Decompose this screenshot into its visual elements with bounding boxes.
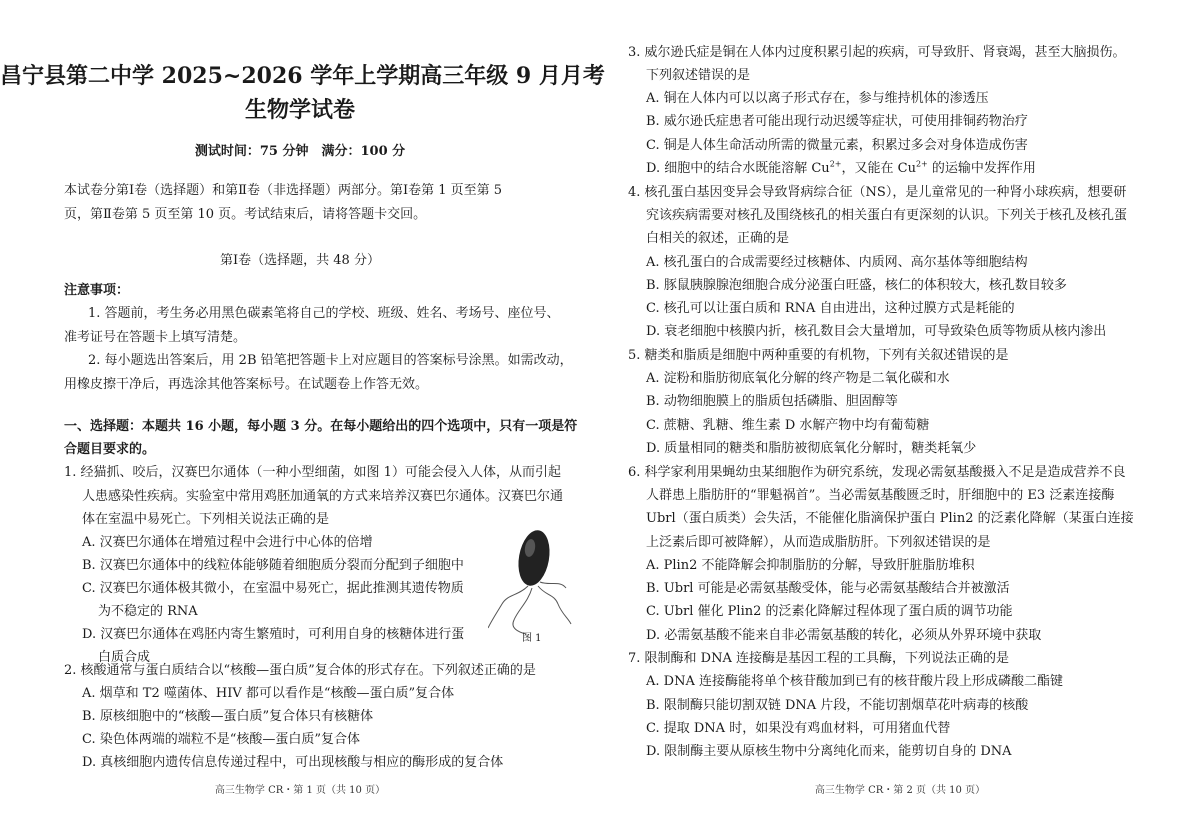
superscript: 2+ — [829, 159, 842, 169]
question-6-stem: 人群患上脂肪肝的“罪魁祸首”。当必需氨基酸匮乏时，肝细胞中的 E3 泛素连接酶 — [646, 488, 1115, 503]
question-1-stem: 1. 经猫抓、咬后，汉赛巴尔通体（一种小型细菌，如图 1）可能会侵入人体，从而引起 — [64, 465, 561, 480]
right-page — [600, 0, 1200, 826]
notice-heading: 注意事项： — [64, 283, 130, 298]
question-6-option-c: C. Ubrl 催化 Plin2 的泛素化降解过程体现了蛋白质的调节功能 — [646, 604, 1013, 619]
question-6-stem: 上泛素后即可被降解），从而造成脂肪肝。下列叙述错误的是 — [646, 535, 991, 550]
question-1-stem: 体在室温中易死亡。下列相关说法正确的是 — [82, 512, 330, 527]
question-5-option-c: C. 蔗糖、乳糖、维生素 D 水解产物中均有葡萄糖 — [646, 418, 930, 433]
question-7-option-d: D. 限制酶主要从原核生物中分离纯化而来，能剪切自身的 DNA — [646, 744, 1012, 759]
notice-line: 准考证号在答题卡上填写清楚。 — [64, 330, 247, 345]
question-6-stem: 6. 科学家利用果蝇幼虫某细胞作为研究系统，发现必需氨基酸摄入不足是造成营养不良 — [628, 465, 1126, 480]
question-6-option-d: D. 必需氨基酸不能来自非必需氨基酸的转化，必须从外界环境中获取 — [646, 628, 1042, 643]
part-one-heading: 第Ⅰ卷（选择题，共 48 分） — [220, 253, 380, 268]
notice-line: 2. 每小题选出答案后，用 2B 铅笔把答题卡上对应题目的答案标号涂黑。如需改动， — [88, 353, 573, 368]
option-text: 的运输中发挥作用 — [927, 161, 1036, 176]
question-5-option-a: A. 淀粉和脂肪彻底氧化分解的终产物是二氧化碳和水 — [646, 371, 950, 386]
question-2-option-a: A. 烟草和 T2 噬菌体、HIV 都可以看作是“核酸—蛋白质”复合体 — [82, 686, 455, 701]
question-6-option-a: A. Plin2 不能降解会抑制脂肪的分解，导致肝脏脂肪堆积 — [646, 558, 975, 573]
question-3-option-d — [646, 160, 1036, 178]
question-4-option-b: B. 豚鼠胰腺腺泡细胞合成分泌蛋白旺盛，核仁的体积较大，核孔数目较多 — [646, 278, 1067, 293]
question-4-option-d: D. 衰老细胞中核膜内折，核孔数目会大量增加，可导致染色质等物质从核内渗出 — [646, 324, 1107, 339]
question-7-stem: 7. 限制酶和 DNA 连接酶是基因工程的工具酶，下列说法正确的是 — [628, 651, 1009, 666]
section-heading: 合题目要求的。 — [64, 442, 156, 457]
question-4-stem: 4. 核孔蛋白基因变异会导致肾病综合征（NS），是儿童常见的一种肾小球疾病，想要研 — [628, 185, 1127, 200]
question-1-option-c: C. 汉赛巴尔通体极其微小，在室温中易死亡，据此推测其遗传物质 — [82, 581, 464, 596]
question-1-option-d: 白质合成 — [98, 650, 151, 665]
question-5-stem: 5. 糖类和脂质是细胞中两种重要的有机物，下列有关叙述错误的是 — [628, 348, 1009, 363]
superscript: 2+ — [915, 159, 928, 169]
question-1-option-a: A. 汉赛巴尔通体在增殖过程中会进行中心体的倍增 — [82, 535, 373, 550]
question-4-stem: 白相关的叙述，正确的是 — [646, 231, 790, 246]
question-3-option-c: C. 铜是人体生命活动所需的微量元素，积累过多会对身体造成伤害 — [646, 138, 1028, 153]
question-4-stem: 究该疾病需要对核孔及围绕核孔的相关蛋白有更深刻的认识。下列关于核孔及核孔蛋 — [646, 208, 1128, 223]
notice-line: 用橡皮擦干净后，再选涂其他答案标号。在试题卷上作答无效。 — [64, 377, 429, 392]
question-2-option-d: D. 真核细胞内遗传信息传递过程中，可出现核酸与相应的酶形成的复合体 — [82, 755, 504, 770]
question-5-option-d: D. 质量相同的糖类和脂肪被彻底氧化分解时，糖类耗氧少 — [646, 441, 977, 456]
question-1-option-c: 为不稳定的 RNA — [98, 604, 198, 619]
question-7-option-a: A. DNA 连接酶能将单个核苷酸加到已有的核苷酸片段上形成磷酸二酯键 — [646, 674, 1063, 689]
figure-caption: 图 1 — [522, 633, 542, 644]
question-6-option-b: B. Ubrl 可能是必需氨基酸受体，能与必需氨基酸结合并被激活 — [646, 581, 1010, 596]
intro-line: 页，第Ⅱ卷第 5 页至第 10 页。考试结束后，请将答题卡交回。 — [64, 207, 427, 222]
question-2-stem: 2. 核酸通常与蛋白质结合以“核酸—蛋白质”复合体的形式存在。下列叙述正确的是 — [64, 663, 536, 678]
question-1-option-d: D. 汉赛巴尔通体在鸡胚内寄生繁殖时，可利用自身的核糖体进行蛋 — [82, 627, 465, 642]
question-6-stem: Ubrl（蛋白质类）会失活，不能催化脂滴保护蛋白 Plin2 的泛素化降解（某蛋白连接 — [646, 511, 1134, 526]
bacterium-figure — [488, 524, 572, 636]
intro-line: 本试卷分第Ⅰ卷（选择题）和第Ⅱ卷（非选择题）两部分。第Ⅰ卷第 1 页至第 5 — [64, 183, 503, 198]
time-score-line: 测试时间：75 分钟 满分：100 分 — [194, 144, 406, 159]
section-heading: 一、选择题：本题共 16 小题，每小题 3 分。在每小题给出的四个选项中，只有一项是符 — [64, 419, 578, 434]
exam-subtitle: 生物学试卷 — [244, 97, 355, 123]
question-3-option-a: A. 铜在人体内可以以离子形式存在，参与维持机体的渗透压 — [646, 91, 989, 106]
question-7-option-b: B. 限制酶只能切割双链 DNA 片段，不能切割烟草花叶病毒的核酸 — [646, 698, 1029, 713]
question-2-option-c: C. 染色体两端的端粒不是“核酸—蛋白质”复合体 — [82, 732, 361, 747]
question-7-option-c: C. 提取 DNA 时，如果没有鸡血材料，可用猪血代替 — [646, 721, 951, 736]
option-text: D. 细胞中的结合水既能溶解 Cu — [646, 161, 830, 176]
question-4-option-c: C. 核孔可以让蛋白质和 RNA 自由进出，这种过膜方式是耗能的 — [646, 301, 1015, 316]
question-1-stem: 人患感染性疾病。实验室中常用鸡胚加通氧的方式来培养汉赛巴尔通体。汉赛巴尔通 — [82, 489, 564, 504]
question-3-stem: 3. 威尔逊氏症是铜在人体内过度积累引起的疾病，可导致肝、肾衰竭，甚至大脑损伤。 — [628, 45, 1126, 60]
page-footer: 高三生物学 CR・第 1 页（共 10 页） — [214, 785, 386, 796]
question-4-option-a: A. 核孔蛋白的合成需要经过核糖体、内质网、高尔基体等细胞结构 — [646, 255, 1028, 270]
page-footer: 高三生物学 CR・第 2 页（共 10 页） — [814, 785, 986, 796]
question-2-option-b: B. 原核细胞中的“核酸—蛋白质”复合体只有核糖体 — [82, 709, 374, 724]
option-text: ，又能在 Cu — [841, 161, 916, 176]
notice-line: 1. 答题前，考生务必用黑色碳素笔将自己的学校、班级、姓名、考场号、座位号、 — [88, 306, 560, 321]
question-3-stem: 下列叙述错误的是 — [646, 68, 751, 83]
question-1-option-b: B. 汉赛巴尔通体中的线粒体能够随着细胞质分裂而分配到子细胞中 — [82, 558, 464, 573]
question-5-option-b: B. 动物细胞膜上的脂质包括磷脂、胆固醇等 — [646, 394, 898, 409]
exam-title: 昌宁县第二中学 2025~2026 学年上学期高三年级 9 月月考 — [0, 63, 605, 89]
question-3-option-b: B. 威尔逊氏症患者可能出现行动迟缓等症状，可使用排铜药物治疗 — [646, 114, 1028, 129]
